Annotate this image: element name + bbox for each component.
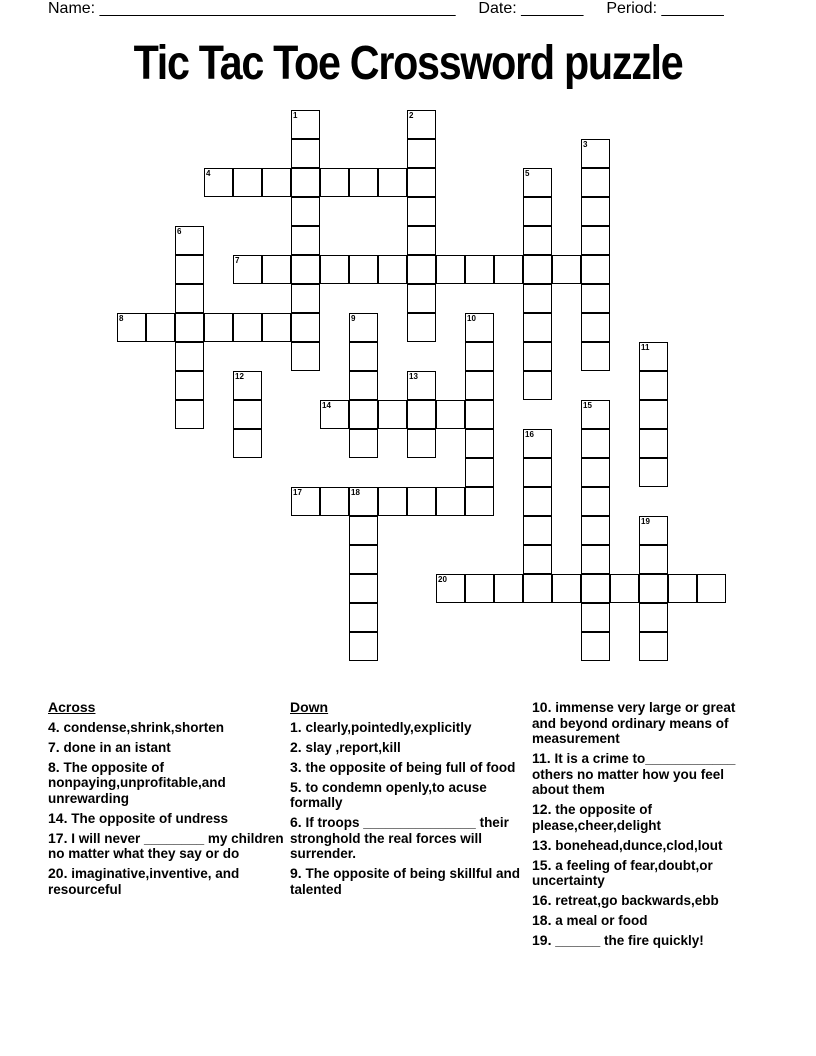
grid-cell[interactable]: [320, 400, 349, 429]
clue-text: immense very large or great and beyond ordinary means of measurement: [532, 700, 736, 746]
clue-text: slay ,report,kill: [305, 739, 401, 755]
down-clue: [290, 866, 528, 897]
clue-num: 13.: [532, 836, 552, 853]
grid-cell[interactable]: [378, 487, 407, 516]
grid-cell[interactable]: [291, 226, 320, 255]
clue-num: 1.: [290, 718, 302, 735]
grid-cell[interactable]: [523, 487, 552, 516]
grid-cell[interactable]: [465, 371, 494, 400]
grid-cell[interactable]: [175, 400, 204, 429]
grid-cell[interactable]: [175, 342, 204, 371]
across-clue: [48, 740, 288, 756]
across-column: [48, 700, 288, 902]
clue-text: to condemn openly,to acuse formally: [290, 779, 487, 810]
down-clue: [532, 700, 752, 747]
grid-cell[interactable]: [581, 400, 610, 429]
grid-cell[interactable]: [349, 516, 378, 545]
clue-num: 20.: [48, 865, 68, 881]
grid-cell[interactable]: [407, 226, 436, 255]
clue-text: bonehead,dunce,clod,lout: [555, 837, 723, 853]
grid-cell[interactable]: [581, 632, 610, 661]
grid-cell[interactable]: [175, 371, 204, 400]
grid-cell[interactable]: [581, 284, 610, 313]
clue-number-7: 7: [235, 256, 240, 265]
clue-number-1: 1: [293, 111, 298, 120]
grid-cell[interactable]: [378, 168, 407, 197]
grid-cell[interactable]: [552, 255, 581, 284]
grid-cell[interactable]: [262, 313, 291, 342]
grid-cell[interactable]: [349, 255, 378, 284]
grid-cell[interactable]: [407, 168, 436, 197]
across-clue: [48, 720, 288, 736]
down-heading: Down: [290, 699, 329, 715]
down-clue: [532, 858, 752, 889]
clue-text: clearly,pointedly,explicitly: [305, 719, 472, 735]
date-line[interactable]: _______: [521, 0, 584, 17]
across-clue: [48, 831, 288, 862]
clue-number-11: 11: [641, 343, 650, 352]
clue-num: 7.: [48, 738, 60, 755]
grid-cell[interactable]: [523, 545, 552, 574]
grid-cell[interactable]: [436, 255, 465, 284]
grid-cell[interactable]: [349, 342, 378, 371]
grid-cell[interactable]: [494, 574, 523, 603]
down-clue: [532, 913, 752, 929]
down-clue: [290, 780, 528, 811]
clue-number-3: 3: [583, 140, 588, 149]
grid-cell[interactable]: [262, 255, 291, 284]
clue-number-20: 20: [438, 575, 447, 584]
clue-num: 16.: [532, 892, 552, 908]
down-column: [290, 700, 528, 902]
clue-num: 8.: [48, 758, 60, 775]
grid-cell[interactable]: [610, 574, 639, 603]
grid-cell[interactable]: [291, 284, 320, 313]
grid-cell[interactable]: [407, 110, 436, 139]
down-clue: [532, 838, 752, 854]
grid-cell[interactable]: [320, 255, 349, 284]
grid-cell[interactable]: [465, 458, 494, 487]
grid-cell[interactable]: [581, 255, 610, 284]
across-clue: [48, 811, 288, 827]
grid-cell[interactable]: [581, 603, 610, 632]
grid-cell[interactable]: [465, 255, 494, 284]
down-clue: [532, 933, 752, 949]
clue-text: I will never ________ my children no matter what they say or do: [48, 830, 284, 861]
grid-cell[interactable]: [523, 516, 552, 545]
grid-cell[interactable]: [407, 400, 436, 429]
clue-number-9: 9: [351, 314, 356, 323]
grid-cell[interactable]: [639, 632, 668, 661]
grid-cell[interactable]: [175, 226, 204, 255]
grid-cell[interactable]: [320, 168, 349, 197]
grid-cell[interactable]: [523, 429, 552, 458]
clue-number-18: 18: [351, 488, 360, 497]
grid-cell[interactable]: [581, 545, 610, 574]
grid-cell[interactable]: [639, 458, 668, 487]
grid-cell[interactable]: [349, 313, 378, 342]
grid-cell[interactable]: [523, 371, 552, 400]
clue-num: 17.: [48, 829, 68, 846]
grid-cell[interactable]: [291, 168, 320, 197]
clue-number-6: 6: [177, 227, 182, 236]
grid-cell[interactable]: [552, 574, 581, 603]
grid-cell[interactable]: [378, 400, 407, 429]
grid-cell[interactable]: [436, 400, 465, 429]
across-clue: [48, 866, 288, 897]
page-title: Tic Tac Toe Crossword puzzle: [133, 37, 683, 90]
grid-cell[interactable]: [407, 371, 436, 400]
clue-number-12: 12: [235, 372, 244, 381]
grid-cell[interactable]: [262, 168, 291, 197]
grid-cell[interactable]: [523, 197, 552, 226]
grid-cell[interactable]: [465, 574, 494, 603]
grid-cell[interactable]: [378, 255, 407, 284]
grid-cell[interactable]: [581, 168, 610, 197]
grid-cell[interactable]: [639, 342, 668, 371]
clue-num: 11.: [532, 750, 551, 766]
clue-text: The opposite of undress: [71, 810, 228, 826]
clue-num: 10.: [532, 699, 552, 715]
grid-cell[interactable]: [407, 429, 436, 458]
grid-cell[interactable]: [349, 168, 378, 197]
grid-cell[interactable]: [581, 197, 610, 226]
grid-cell[interactable]: [581, 226, 610, 255]
down-clue: [290, 720, 528, 736]
grid-cell[interactable]: [581, 139, 610, 168]
grid-cell[interactable]: [523, 255, 552, 284]
clue-text: The opposite of being skillful and talented: [290, 866, 520, 897]
grid-cell[interactable]: [233, 429, 262, 458]
clue-num: 14.: [48, 809, 68, 826]
grid-cell[interactable]: [407, 487, 436, 516]
grid-cell[interactable]: [233, 168, 262, 197]
grid-cell[interactable]: [233, 371, 262, 400]
grid-cell[interactable]: [407, 284, 436, 313]
grid-cell[interactable]: [581, 342, 610, 371]
grid-cell[interactable]: [233, 400, 262, 429]
clue-number-13: 13: [409, 372, 418, 381]
period-label: Period:: [606, 0, 658, 17]
grid-cell[interactable]: [465, 400, 494, 429]
name-line[interactable]: ________________________________________: [99, 0, 456, 17]
grid-cell[interactable]: [581, 574, 610, 603]
grid-cell[interactable]: [581, 487, 610, 516]
grid-cell[interactable]: [523, 313, 552, 342]
clue-text: imaginative,inventive, and resourceful: [48, 866, 240, 897]
clue-number-16: 16: [525, 430, 534, 439]
clue-number-5: 5: [525, 169, 530, 178]
clue-num: 4.: [48, 718, 60, 735]
grid-cell[interactable]: [291, 342, 320, 371]
clue-text: If troops _______________ their stronghold the real forces will surrender.: [290, 815, 509, 861]
down-clue: [532, 893, 752, 909]
clue-number-4: 4: [206, 169, 211, 178]
grid-cell[interactable]: [436, 574, 465, 603]
down-column-continued: [532, 700, 752, 953]
grid-cell[interactable]: [465, 342, 494, 371]
grid-cell[interactable]: [523, 226, 552, 255]
grid-cell[interactable]: [639, 371, 668, 400]
clue-text: a meal or food: [555, 913, 648, 928]
clue-list: [48, 700, 816, 1020]
grid-cell[interactable]: [175, 284, 204, 313]
grid-cell[interactable]: [639, 400, 668, 429]
grid-cell[interactable]: [639, 516, 668, 545]
grid-cell[interactable]: [146, 313, 175, 342]
grid-cell[interactable]: [465, 429, 494, 458]
grid-cell[interactable]: [581, 429, 610, 458]
clue-text: done in an istant: [63, 739, 171, 755]
clue-num: 12.: [532, 801, 552, 817]
down-clue: [290, 740, 528, 756]
grid-cell[interactable]: [175, 313, 204, 342]
grid-cell[interactable]: [581, 313, 610, 342]
grid-cell[interactable]: [349, 632, 378, 661]
grid-cell[interactable]: [523, 342, 552, 371]
grid-cell[interactable]: [407, 139, 436, 168]
grid-cell[interactable]: [407, 197, 436, 226]
name-label: Name:: [48, 0, 96, 17]
clue-text: a feeling of fear,doubt,or uncertainty: [532, 857, 713, 888]
grid-cell[interactable]: [523, 168, 552, 197]
grid-cell[interactable]: [465, 313, 494, 342]
grid-cell[interactable]: [175, 255, 204, 284]
clue-text: The opposite of nonpaying,unprofitable,and unrewarding: [48, 759, 226, 806]
grid-cell[interactable]: [349, 429, 378, 458]
clue-num: 15.: [532, 856, 552, 873]
down-clue: [532, 751, 752, 798]
clue-num: 19.: [532, 932, 552, 948]
grid-cell[interactable]: [233, 255, 262, 284]
clue-num: 5.: [290, 778, 302, 795]
grid-cell[interactable]: [291, 255, 320, 284]
grid-cell[interactable]: [291, 197, 320, 226]
grid-cell[interactable]: [523, 284, 552, 313]
grid-cell[interactable]: [349, 371, 378, 400]
grid-cell[interactable]: [233, 313, 262, 342]
grid-cell[interactable]: [639, 574, 668, 603]
grid-cell[interactable]: [291, 313, 320, 342]
grid-cell[interactable]: [349, 574, 378, 603]
grid-cell[interactable]: [349, 545, 378, 574]
date-label: Date:: [478, 0, 517, 17]
grid-cell[interactable]: [407, 255, 436, 284]
down-clue: [532, 802, 752, 833]
clue-text: retreat,go backwards,ebb: [555, 893, 719, 908]
clue-text: condense,shrink,shorten: [63, 719, 224, 735]
clue-text: It is a crime to____________ others no matter how you feel about them: [532, 751, 736, 797]
period-line[interactable]: _______: [661, 0, 724, 17]
grid-cell[interactable]: [204, 313, 233, 342]
across-heading: Across: [48, 699, 96, 715]
grid-cell[interactable]: [291, 487, 320, 516]
grid-cell[interactable]: [639, 603, 668, 632]
grid-cell[interactable]: [407, 313, 436, 342]
grid-cell[interactable]: [436, 487, 465, 516]
clue-number-19: 19: [641, 517, 650, 526]
grid-cell[interactable]: [639, 429, 668, 458]
grid-cell[interactable]: [291, 110, 320, 139]
grid-cell[interactable]: [291, 139, 320, 168]
clue-text: the opposite of please,cheer,delight: [532, 802, 662, 833]
grid-cell[interactable]: [465, 487, 494, 516]
grid-cell[interactable]: [581, 516, 610, 545]
grid-cell[interactable]: [697, 574, 726, 603]
grid-cell[interactable]: [639, 545, 668, 574]
across-clue: [48, 760, 288, 807]
grid-cell[interactable]: [668, 574, 697, 603]
clue-num: 2.: [290, 738, 302, 755]
clue-number-14: 14: [322, 401, 331, 410]
clue-text: ______ the fire quickly!: [555, 933, 704, 948]
clue-num: 3.: [290, 758, 302, 775]
grid-cell[interactable]: [523, 458, 552, 487]
down-clue: [290, 815, 528, 862]
clue-number-8: 8: [119, 314, 124, 323]
grid-cell[interactable]: [349, 603, 378, 632]
grid-cell[interactable]: [523, 574, 552, 603]
grid-cell[interactable]: [117, 313, 146, 342]
grid-cell[interactable]: [494, 255, 523, 284]
grid-cell[interactable]: [204, 168, 233, 197]
clue-num: 6.: [290, 814, 302, 830]
grid-cell[interactable]: [349, 400, 378, 429]
clue-number-17: 17: [293, 488, 302, 497]
clue-num: 18.: [532, 912, 552, 928]
grid-cell[interactable]: [349, 487, 378, 516]
clue-num: 9.: [290, 865, 302, 881]
clue-number-15: 15: [583, 401, 592, 410]
clue-number-2: 2: [409, 111, 414, 120]
down-clue: [290, 760, 528, 776]
clue-text: the opposite of being full of food: [305, 759, 516, 775]
grid-cell[interactable]: [581, 458, 610, 487]
clue-number-10: 10: [467, 314, 476, 323]
grid-cell[interactable]: [320, 487, 349, 516]
